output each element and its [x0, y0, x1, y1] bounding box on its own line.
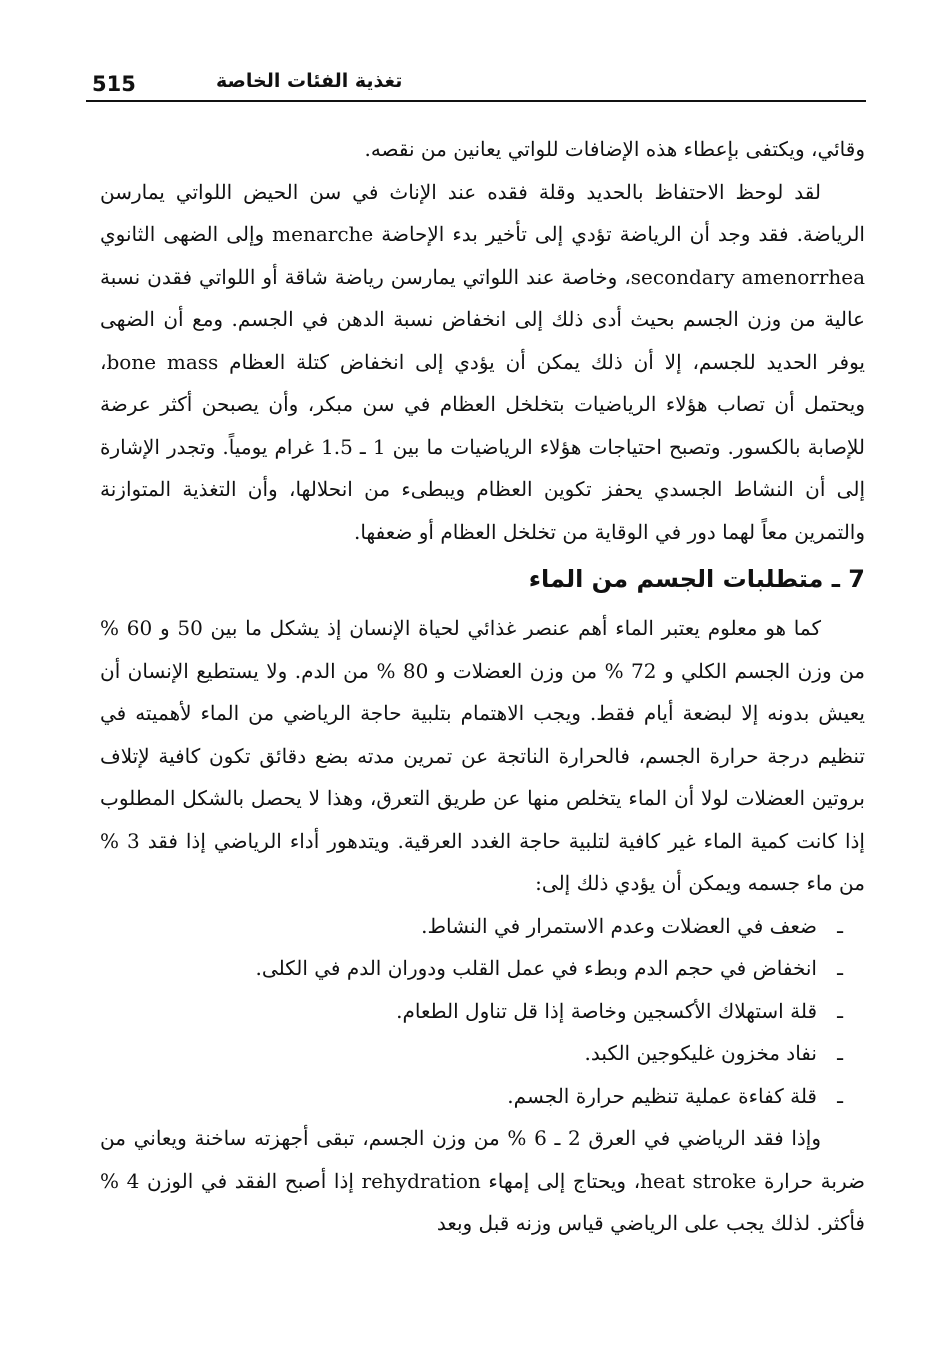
list-item: [100, 1032, 865, 1075]
list-item: [100, 990, 865, 1033]
list-item: [100, 1075, 865, 1118]
bullet-dash: ـ: [837, 1041, 843, 1065]
list-item-text: قلة كفاءة عملية تنظيم حرارة الجسم.: [507, 1083, 817, 1108]
page-number: 515: [92, 72, 136, 96]
bullet-dash: ـ: [837, 956, 843, 980]
list-item-text: ضعف في العضلات وعدم الاستمرار في النشاط.: [421, 913, 817, 938]
list-item: [100, 947, 865, 990]
running-title: تغذية الفئات الخاصة: [216, 70, 403, 92]
paragraph-iron-athletes: لقد لوحظ الاحتفاظ بالحديد وقلة فقده عند الإناث في سن الحيض اللواتي يمارسن الرياضة. فقد وجد أن الرياضة تؤدي إلى تأخير بدء الإحاضة menarche وإلى الضهى الثانوي secondary amenorrhea، وخاصة عند اللواتي يمارسن رياضة شاقة أو اللواتي فقدن نسبة عالية من وزن الجسم بحيث أدى ذلك إلى انخفاض نسبة الدهن في الجسم. ومع أن الضهى يوفر الحديد للجسم، إلا أن ذلك يمكن أن يؤدي إلى انخفاض كتلة العظام bone mass، ويحتمل أن تصاب هؤلاء الرياضيات بتخلخل العظام في سن مبكر، وأن يصبحن أكثر عرضة للإصابة بالكسور. وتصبح احتياجات هؤلاء الرياضيات ما بين 1 ـ 1.5 غرام يومياً. وتجدر الإشارة إلى أن النشاط الجسدي يحفز تكوين العظام ويبطىء من انحلالها، وأن التغذية المتوازنة والتمرين معاً لهما دور في الوقاية من تخلخل العظام أو ضعفها.: [100, 179, 866, 544]
dehydration-effects-list: [100, 905, 865, 1118]
list-item: [100, 905, 865, 948]
page-header: [86, 68, 866, 102]
bullet-dash: ـ: [837, 1083, 843, 1108]
section-title-water: 7 ـ متطلبات الجسم من الماء: [528, 565, 865, 593]
header-rule: [86, 100, 866, 102]
paragraph-continued: وقائي، ويكتفى بإعطاء هذه الإضافات للواتي يعانين من نقصه.: [364, 137, 865, 161]
bullet-dash: ـ: [837, 998, 843, 1023]
paragraph-water-importance: كما هو معلوم يعتبر الماء أهم عنصر غذائي لحياة الإنسان إذ يشكل ما بين 50 و 60 % من وزن الجسم الكلي و 72 % من وزن العضلات و 80 % من الدم. ولا يستطيع الإنسان أن يعيش بدونه إلا لبضعة أيام فقط. ويجب الاهتمام بتلبية حاجة الرياضي من الماء لأهميته في تنظيم درجة حرارة الجسم، فالحرارة الناتجة عن تمرين مدته بضع دقائق تكون كافية لإتلاف بروتين العضلات لولا أن الماء يتخلص منها عن طريق التعرق، وهذا لا يحصل بالشكل المطلوب إذا كانت كمية الماء غير كافية لتلبية حاجة الغدد العرقية. ويتدهور أداء الرياضي إذا فقد 3 % من ماء جسمه ويمكن أن يؤدي ذلك إلى:: [100, 616, 866, 895]
list-item-text: قلة استهلاك الأكسجين وخاصة إذا قل تناول الطعام.: [396, 998, 817, 1023]
bullet-dash: ـ: [837, 913, 843, 938]
list-item-text: نفاد مخزون غليكوجين الكبد.: [584, 1041, 817, 1065]
paragraph-heat-stroke: وإذا فقد الرياضي في العرق 2 ـ 6 % من وزن الجسم، تبقى أجهزته ساخنة ويعاني من ضربة حرارة heat stroke، ويحتاج إلى إمهاء rehydration إذا أصبح الفقد في الوزن 4 % فأكثر. لذلك يجب على الرياضي قياس وزنه قبل وبعد: [100, 1126, 865, 1235]
list-item-text: انخفاض في حجم الدم وبطء في عمل القلب ودوران الدم في الكلى.: [255, 956, 817, 980]
page-body: [100, 128, 865, 1245]
